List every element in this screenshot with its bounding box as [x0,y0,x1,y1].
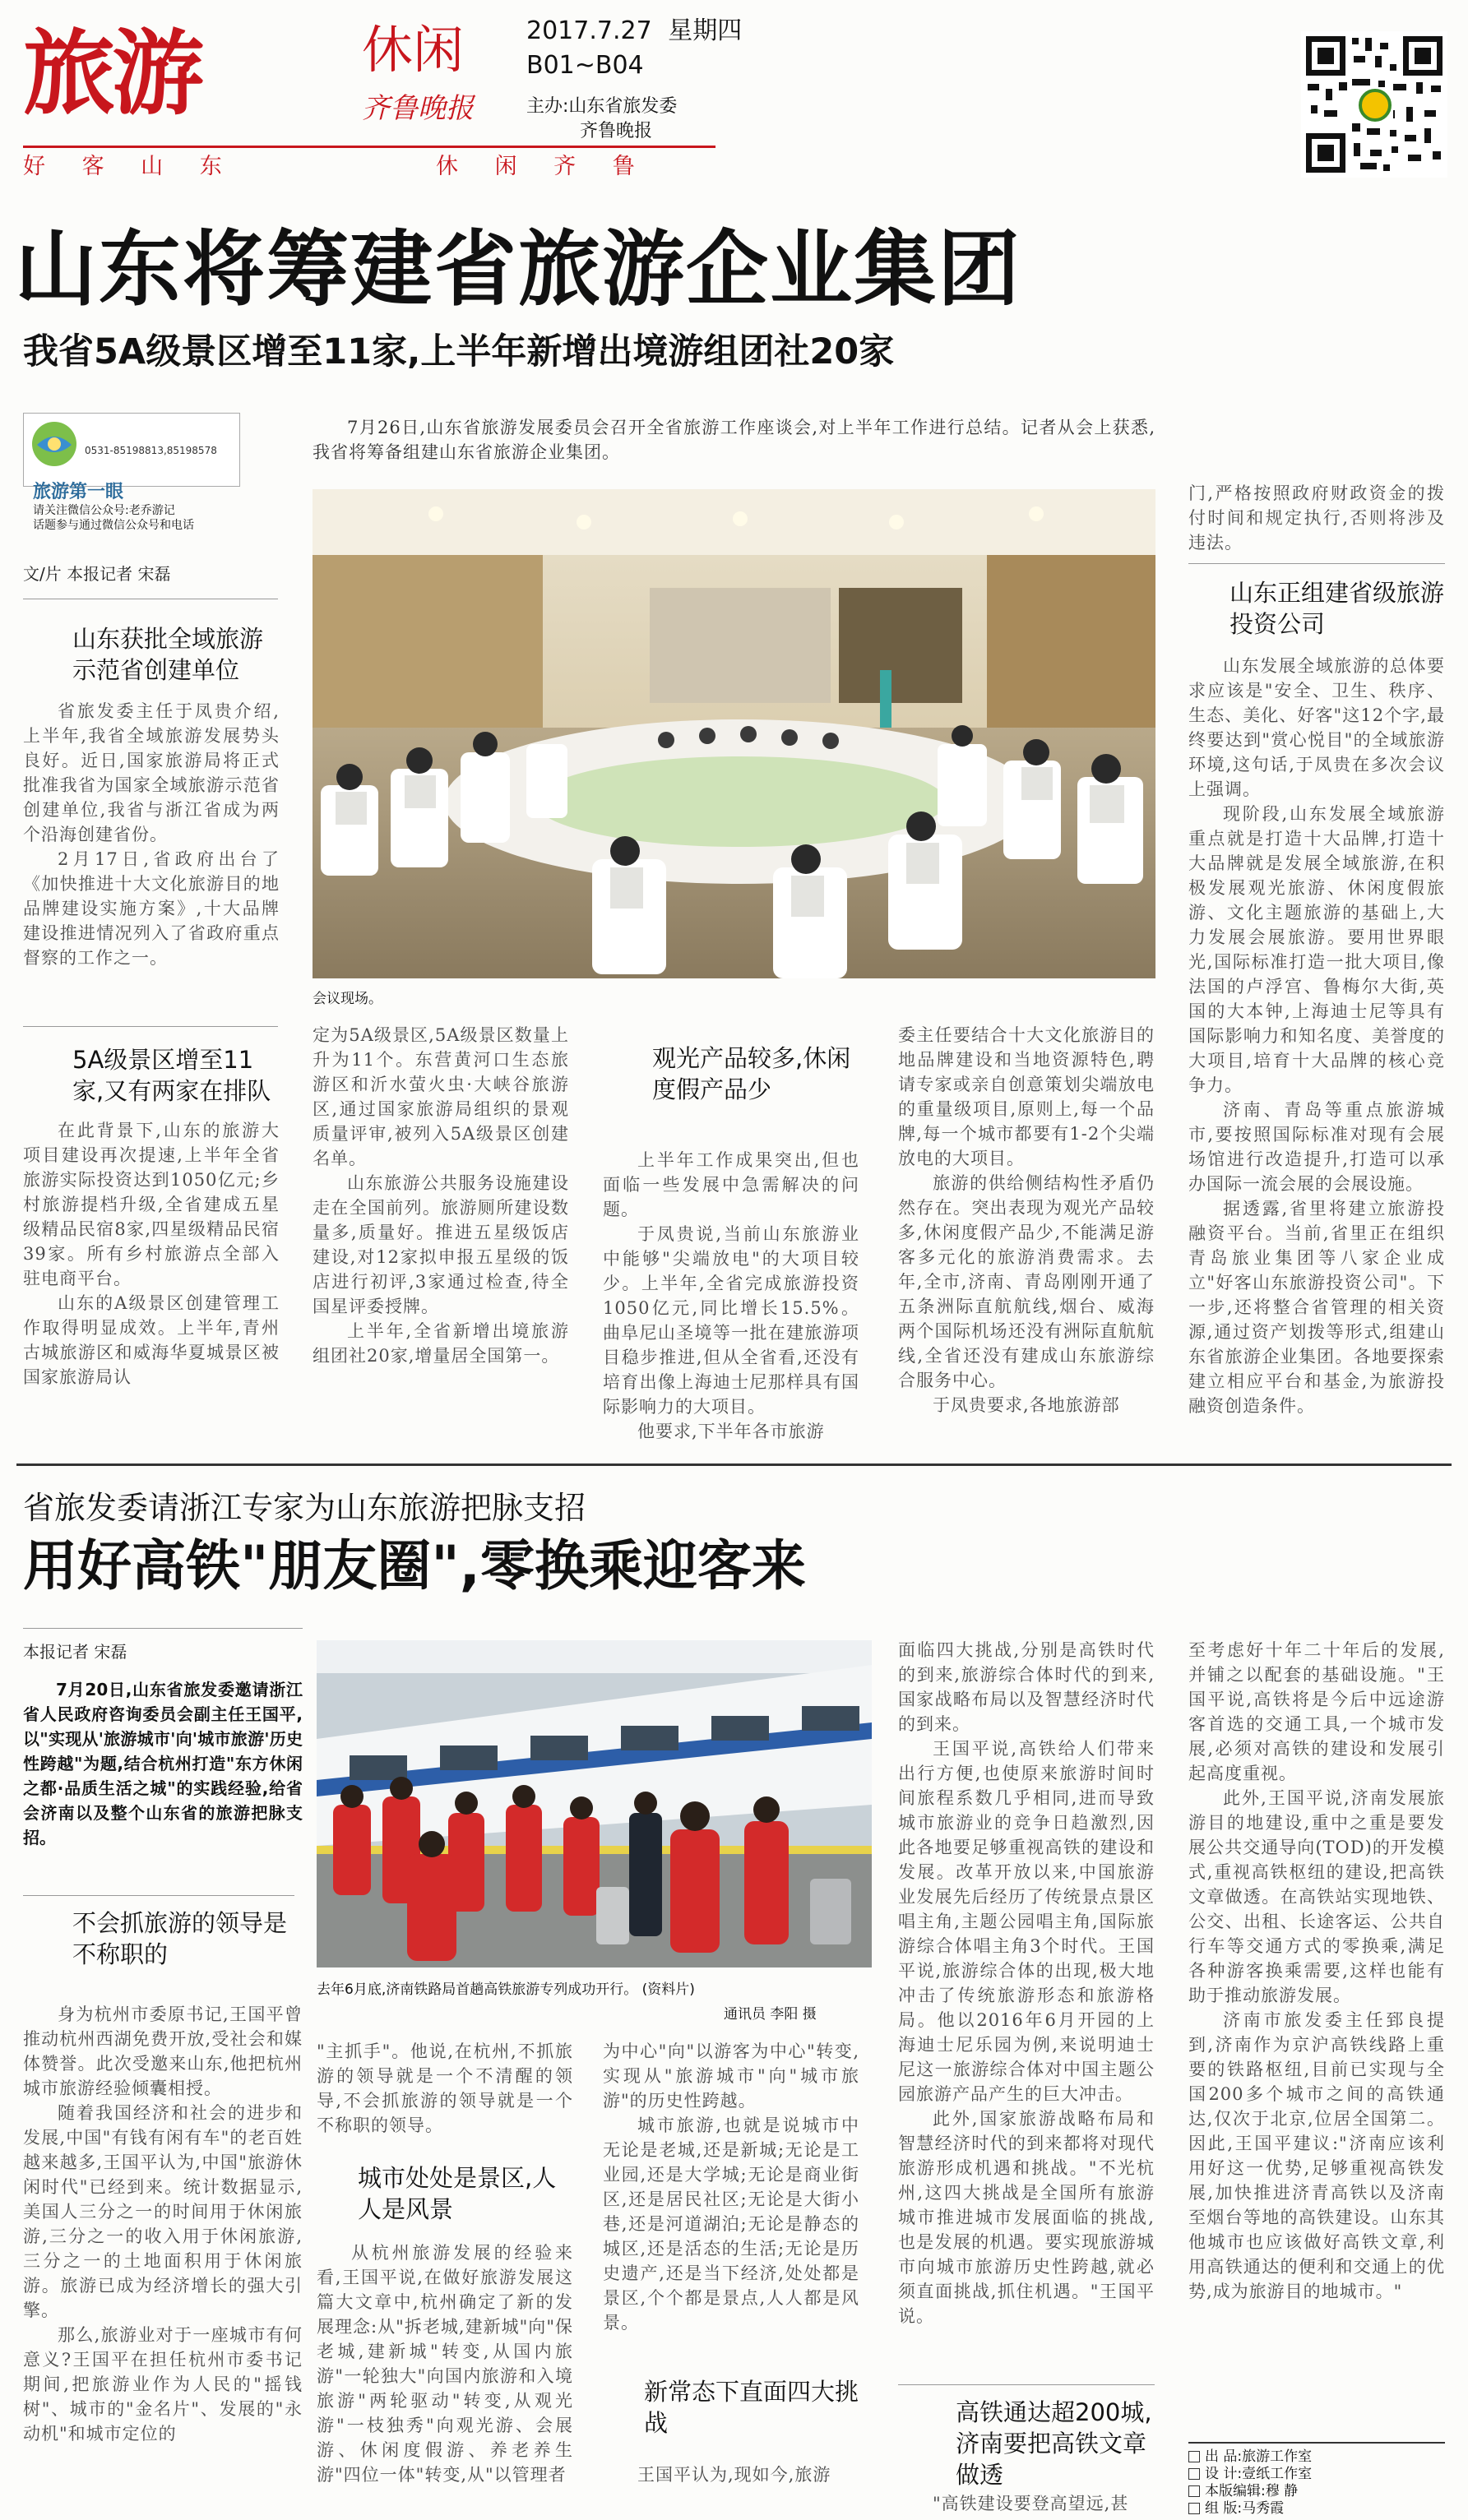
lead-paragraph: 他要求,下半年各市旅游 [637,1422,825,1441]
second-rule [23,1628,303,1629]
globe-icon [30,420,78,468]
second-subheading-4: 高铁通达超200城,济南要把高铁文章做透 [956,2398,1152,2489]
hotline-number: 0531-85198813,85198578 [85,445,217,456]
sponsor-line: 主办:山东省旅发委 [526,96,678,117]
qr-code [1301,31,1447,178]
second-paragraph: 至考虑好十年二十年后的发展,并铺之以配套的基础设施。"王国平说,高铁将是今后中远途游客首选的交通工具,一个城市发展,必须对高铁的建设和发展引起高度重视。 [1188,1640,1445,1783]
second-paragraph: 城市旅游,也就是说城市中无论是老城,还是新城;无论是工业园,还是大学城;无论是商业街区,还是居民社区;无论是大街小巷,还是河道湖泊;无论是静态的城区,还是活态的生活;无论是历史遗产,还是当下经济,处处都是景区,个个都是景点,人人都是风景。 [603,2115,859,2333]
badge-title: 旅游第一眼 [33,482,124,502]
second-col3-bottom [603,2462,859,2487]
hotline-badge [23,413,240,487]
second-lead [23,1677,303,1850]
second-paragraph: 王国平说,高铁给人们带来出行方便,也使原来旅游时间时间旅程系数几乎相同,进而导致城市旅游业的竞争日趋激烈,因此各地要足够重视高铁的建设和发展。改革开放以来,中国旅游业发展先后经历了传统景点景区唱主角,主题公园唱主角,国际旅游综合体唱主角3个时代。王国平说,旅游综合体的出现,极大地冲击了传统旅游形态和旅游格局。他以2016年6月开园的上海迪士尼乐园为例,来说明迪士尼这一旅游综合体对中国主题公园旅游产品产生的巨大冲击。 [898,1739,1155,2104]
lead-col5 [1188,654,1445,1418]
second-sub1-rule [23,1895,294,1896]
credit-label: 本版编辑: [1205,2483,1266,2499]
lead-paragraph: 山东旅游公共服务设施建设走在全国前列。旅游厕所建设数量多,质量好。推进五星级饭店建设,对12家拟申报五星级的饭店进行初评,3家通过检查,待全国星评委授牌。 [313,1173,569,1316]
slogan-left: 好 客 山 东 [23,154,237,179]
second-byline: 本报记者 宋磊 [23,1642,127,1662]
lead-headline: 山东将筹建省旅游企业集团 [15,221,1021,317]
meeting-photo [313,489,1155,978]
lead-col1-upper [23,699,280,970]
masthead-logo: 旅游 [23,21,201,127]
credit-row [1188,2448,1445,2466]
lead-paragraph: 上半年工作成果突出,但也面临一些发展中急需解决的问题。 [603,1150,859,1219]
lead-paragraph: 据透露,省里将建立旅游投融资平台。当前,省里正在组织青岛旅业集团等八家企业成立"好客山东旅游投资公司"。下一步,还将整合省管理的相关资源,通过资产划拨等形式,组建山东省旅游企业集团。各地要探索建立相应平台和基金,为旅游投融资创造条件。 [1188,1199,1445,1416]
lead-paragraph: 委主任要结合十大文化旅游目的地品牌建设和当地资源特色,聘请专家或亲自创意策划尖端放电的重量级项目,原则上,每一个品牌,每一个城市都要有1-2个尖端放电的大项目。 [898,1025,1155,1168]
second-lead-text: 7月20日,山东省旅发委邀请浙江省人民政府咨询委员会副主任王国平,以"实现从'旅游城市'向'城市旅游'历史性跨越"为题,结合杭州打造"东方休闲之都·品质生活之城"的实践经验,给省会济南以及整个山东省的旅游把脉支招。 [23,1680,303,1847]
credit-row [1188,2466,1445,2483]
credit-value: 旅游工作室 [1242,2448,1313,2465]
lead-col3 [603,1148,859,1444]
lead-subheading-4: 山东正组建省级旅游投资公司 [1230,579,1445,638]
lead-paragraph: 现阶段,山东发展全域旅游重点就是打造十大品牌,打造十大品牌就是发展全域旅游,在积极发展观光旅游、休闲度假旅游、文化主题旅游的基础上,大力发展会展旅游。要用世界眼光,国际标准打造一批大项目,像法国的卢浮宫、鲁梅尔大街,英国的大本钟,上海迪士尼等具有国际影响力和知名度、美誉度的大项目,培育十大品牌的核心竞争力。 [1188,804,1445,1095]
second-col3 [603,2039,859,2335]
lead-subheading-2: 5A级景区增至11家,又有两家在排队 [72,1046,271,1105]
second-paragraph: 那么,旅游业对于一座城市有何意义?王国平在担任杭州市委书记期间,把旅游业作为人民的"摇钱树"、城市的"金名片"、发展的"永动机"和城市定位的 [23,2325,303,2444]
lead-paragraph: 定为5A级景区,5A级景区数量上升为11个。东营黄河口生态旅游区和沂水萤火虫·大峡谷旅游区,通过国家旅游局组织的景观质量评审,被列入5A级景区创建名单。 [313,1025,569,1168]
weekday-text: 星期四 [668,16,743,45]
lead-subhead: 我省5A级景区增至11家,上半年新增出境游组团社20家 [23,331,895,372]
credit-label: 设 计: [1205,2466,1243,2482]
lead-subheading-1: 山东获批全域旅游示范省创建单位 [72,625,264,684]
lead-paragraph: 济南、青岛等重点旅游城市,要按照国际标准对现有会展场馆进行改造提升,打造可以承办国际一流会展的会展设施。 [1188,1100,1445,1194]
date-text: 2017.7.27 [526,16,652,45]
second-kicker: 省旅发委请浙江专家为山东旅游把脉支招 [23,1490,586,1526]
second-paragraph: 王国平认为,现如今,旅游 [637,2465,831,2485]
story-divider [16,1463,1452,1466]
second-subheading-3: 新常态下直面四大挑战 [644,2378,859,2437]
second-subheading-2: 城市处处是景区,人人是风景 [358,2164,557,2223]
lead-sub4-rule [1188,563,1445,564]
second-col1 [23,2002,303,2446]
lead-col2 [313,1023,569,1368]
second-paragraph: 此外,国家旅游战略布局和智慧经济时代的到来都将对现代旅游形成机遇和挑战。"不光杭州,这四大挑战是全国所有旅游城市推进城市发展面临的挑战,也是发展的机遇。要实现旅游城市向城市旅游历史性跨越,就必须直面挑战,抓住机遇。"王国平说。 [898,2109,1155,2326]
lead-col5-top [1188,481,1445,555]
lead-paragraph: 旅游的供给侧结构性矛盾仍然存在。突出表现为观光产品较多,休闲度假产品少,不能满足游客多元化的旅游消费需求。去年,全市,济南、青岛刚刚开通了五条洲际直航航线,烟台、威海两个国际机场还没有洲际直航航线,全省还没有建成山东旅游综合服务中心。 [898,1173,1155,1390]
credit-row [1188,2500,1445,2518]
masthead-paper-name: 齐鲁晚报 [362,92,474,125]
issue-pages: B01~B04 [526,51,644,80]
second-sub4-rule [898,2384,1155,2385]
second-paragraph: "高铁建设要登高望远,甚 [933,2494,1129,2513]
meeting-photo-caption: 会议现场。 [313,991,382,1007]
credit-value: 马秀霞 [1242,2500,1285,2517]
credit-value: 壹纸工作室 [1242,2466,1313,2482]
second-paragraph: 身为杭州市委原书记,王国平曾推动杭州西湖免费开放,受社会和媒体赞誉。此次受邀来山东,他把杭州城市旅游经验倾囊相授。 [23,2004,303,2098]
lead-sub2-rule [23,1026,278,1027]
second-col2-top [317,2039,573,2138]
sponsor-line-2: 齐鲁晚报 [580,121,653,141]
issue-date [526,16,742,46]
second-paragraph: "主抓手"。他说,在杭州,不抓旅游的领导就是一个不清醒的领导,不会抓旅游的领导就是一个不称职的领导。 [317,2041,573,2135]
lead-paragraph: 山东的A级景区创建管理工作取得明显成效。上半年,青州古城旅游区和威海华夏城景区被国家旅游局认 [23,1293,280,1387]
badge-note-2: 话题参与通过微信公众号和电话 [33,519,194,532]
second-paragraph: 面临四大挑战,分别是高铁时代的到来,旅游综合体时代的到来,国家战略布局以及智慧经济时代的到来。 [898,1640,1155,1734]
qr-code-image [1301,31,1447,178]
lead-col4 [898,1023,1155,1417]
lead-paragraph: 门,严格按照政府财政资金的拨付时间和规定执行,否则将涉及违法。 [1188,483,1445,553]
credit-value: 穆 静 [1265,2483,1299,2499]
lead-byline: 文/片 本报记者 宋磊 [23,564,171,584]
train-photo-image [317,1640,872,1967]
second-col4-bottom [898,2491,1155,2516]
second-paragraph: 从杭州旅游发展的经验来看,王国平说,在做好旅游发展这篇大文章中,杭州确定了新的发展理念:从"拆老城,建新城"向"保老城,建新城"转变,从国内旅游"一轮独大"向国内旅游和入境旅游"两轮驱动"转变,从观光游"一枝独秀"向观光游、会展游、休闲度假游、养老养生游"四位一体"转变,从"以管理者 [317,2243,573,2485]
lead-paragraph: 于凤贵说,当前山东旅游业中能够"尖端放电"的大项目较少。上半年,全省完成旅游投资1050亿元,同比增长15.5%。曲阜尼山圣境等一批在建旅游项目稳步推进,但从全省看,还没有培育出像上海迪士尼那样具有国际影响力的大项目。 [603,1224,859,1417]
lead-col1-lower [23,1118,280,1389]
credit-label: 组 版: [1205,2500,1243,2517]
lead-intro-text: 7月26日,山东省旅游发展委员会召开全省旅游工作座谈会,对上半年工作进行总结。记者从会上获悉,我省将筹备组建山东省旅游企业集团。 [313,418,1155,462]
second-subheading-1: 不会抓旅游的领导是不称职的 [72,1909,288,1968]
train-photo-credit: 通讯员 李阳 摄 [724,2006,817,2023]
second-col2 [317,2240,573,2487]
lead-paragraph: 于凤贵要求,各地旅游部 [933,1395,1120,1415]
badge-note-1: 请关注微信公众号:老乔游记 [33,504,175,517]
lead-paragraph: 上半年,全省新增出境旅游组团社20家,增量居全国第一。 [313,1321,569,1366]
second-paragraph: 此外,王国平说,济南发展旅游目的地建设,重中之重是要发展公共交通导向(TOD)的开发模式,重视高铁枢纽的建设,把高铁文章做透。在高铁站实现地铁、公交、出租、长途客运、公共自行车等交通方式的零换乘,满足各种游客换乘需要,这样也能有助于推动旅游发展。 [1188,1788,1445,2005]
credit-label: 出 品: [1205,2448,1243,2465]
meeting-photo-image [313,489,1155,978]
train-photo [317,1640,872,1967]
train-photo-caption: 去年6月底,济南铁路局首趟高铁旅游专列成功开行。 (资料片) [317,1981,695,1998]
credit-row [1188,2483,1445,2500]
second-col4 [898,1638,1155,2328]
lead-paragraph: 省旅发委主任于凤贵介绍,上半年,我省全域旅游发展势头良好。近日,国家旅游局将正式批准我省为国家全域旅游示范省创建单位,我省与浙江省成为两个沿海创建省份。 [23,701,280,844]
second-col5 [1188,1638,1445,2304]
editorial-credits [1188,2442,1445,2518]
lead-subheading-3: 观光产品较多,休闲度假产品少 [652,1044,851,1103]
slogan-right: 休 闲 齐 鲁 [436,154,650,179]
lead-paragraph: 2月17日,省政府出台了《加快推进十大文化旅游目的地品牌建设实施方案》,十大品牌建设推进情况列入了省政府重点督察的工作之一。 [23,849,280,968]
second-paragraph: 为中心"向"以游客为中心"转变,实现从"旅游城市"向"城市旅游"的历史性跨越。 [603,2041,859,2111]
second-paragraph: 济南市旅发委主任郅良提到,济南作为京沪高铁线路上重要的铁路枢纽,目前已实现与全国200多个城市之间的高铁通达,仅次于北京,位居全国第二。因此,王国平建议:"济南应该利用好这一优势,足够重视高铁发展,加快推进济青高铁以及济南至烟台等地的高铁建设。山东其他城市也应该做好高铁文章,利用高铁通达的便利和交通上的优势,成为旅游目的地城市。" [1188,2010,1445,2301]
masthead-section-name: 休闲 [362,20,465,80]
masthead-red-rule [23,146,715,148]
second-headline: 用好高铁"朋友圈",零换乘迎客来 [23,1534,806,1598]
lead-intro [313,415,1155,465]
second-paragraph: 随着我国经济和社会的进步和发展,中国"有钱有闲有车"的老百姓越来越多,王国平认为,中国"旅游休闲时代"已经到来。统计数据显示,美国人三分之一的时间用于休闲旅游,三分之一的收入用于休闲旅游,三分之一的土地面积用于休闲旅游。旅游已成为经济增长的强大引擎。 [23,2103,303,2320]
lead-paragraph: 山东发展全域旅游的总体要求应该是"安全、卫生、秩序、生态、美化、好客"这12个字,最终要达到"赏心悦目"的全域旅游环境,这句话,于凤贵在多次会议上强调。 [1188,656,1445,799]
lead-paragraph: 在此背景下,山东的旅游大项目建设再次提速,上半年全省旅游实际投资达到1050亿元;乡村旅游提档升级,全省建成五星级精品民宿8家,四星级精品民宿39家。所有乡村旅游点全部入驻电商平台。 [23,1121,280,1288]
